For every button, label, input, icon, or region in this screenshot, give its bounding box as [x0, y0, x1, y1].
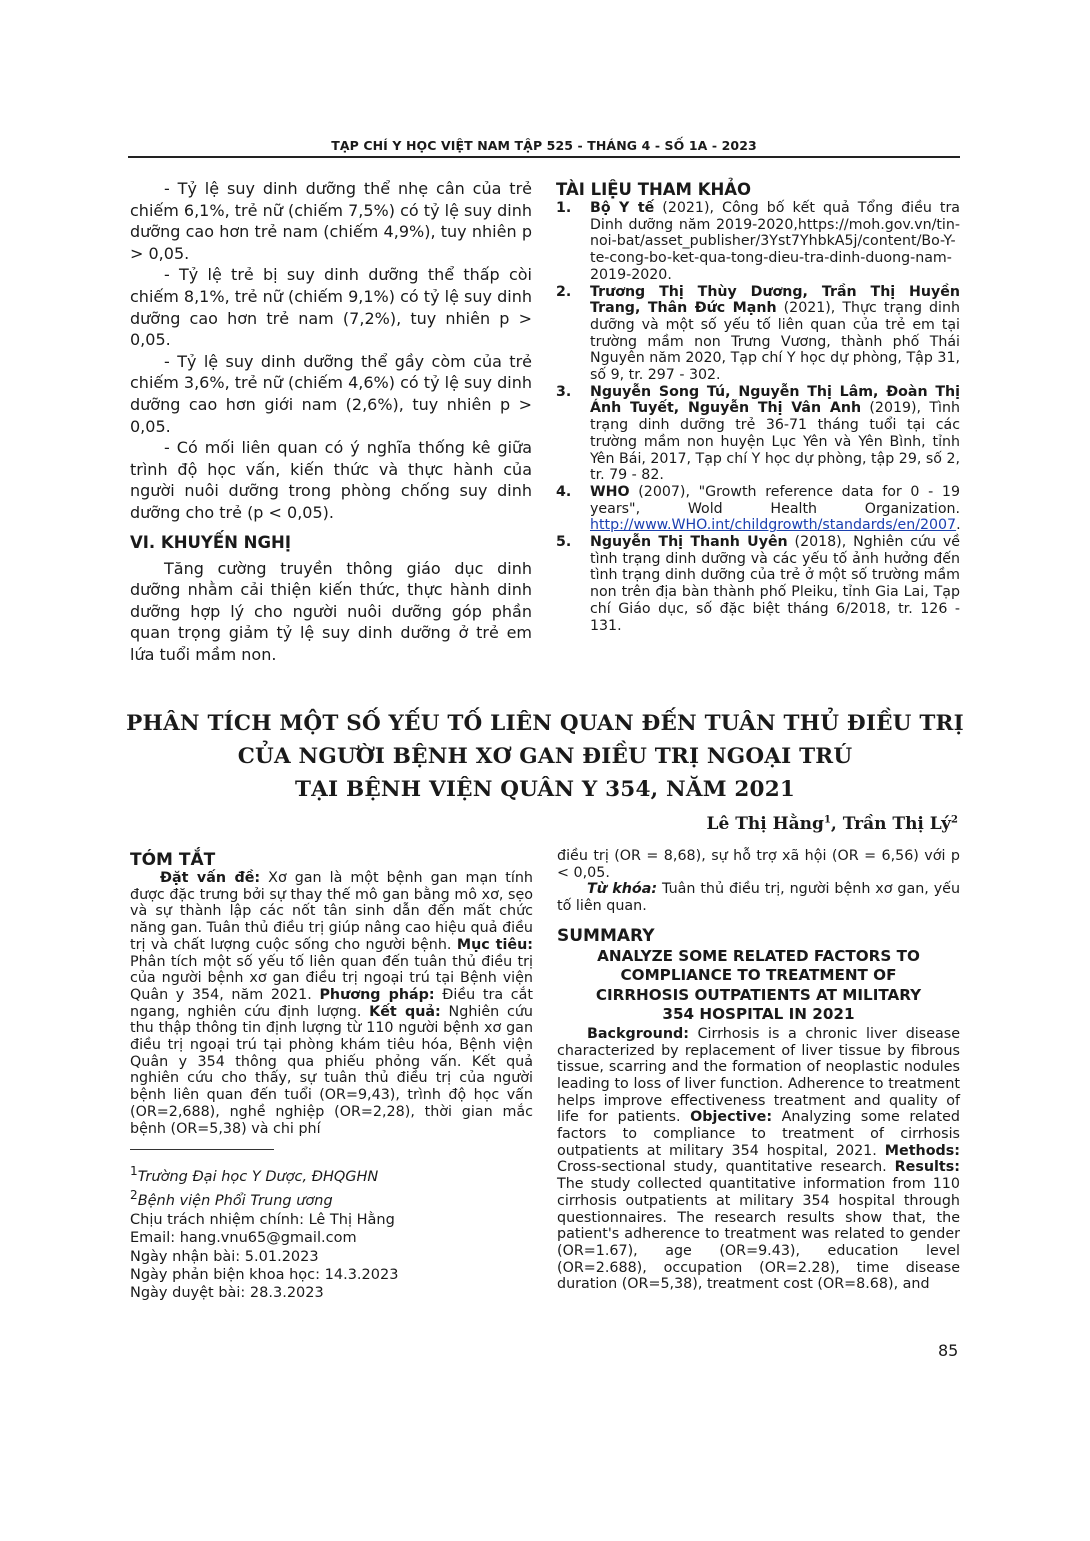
- summary-label: Background:: [587, 1025, 689, 1042]
- reference-number: 2.: [556, 283, 572, 300]
- abstract-label: Mục tiêu:: [456, 936, 533, 953]
- reference-item: [556, 284, 960, 384]
- summary-body: [557, 1026, 960, 1293]
- accepted-date: Ngày duyệt bài: 28.3.2023: [130, 1285, 324, 1302]
- reference-text: (2021), Công bố kết quả Tổng điều tra Dinh dưỡng năm 2019-2020,https://moh.gov.vn/tin-noi-bat/asset_publisher/3Yst7YhbkA5j/content/Bo-Y-te-cong-bo-ket-qua-tong-dieu-tra-dinh-duong-nam-2019-2020.: [590, 200, 960, 283]
- summary-title-line: ANALYZE SOME RELATED FACTORS TO: [597, 946, 920, 965]
- summary-text: Cross-sectional study, quantitative research.: [557, 1159, 895, 1176]
- paragraph: - Tỷ lệ trẻ bị suy dinh dưỡng thể thấp còi chiếm 8,1%, trẻ nữ (chiếm 9,1%) có tỷ lệ suy dinh dưỡng cao hơn trẻ nam (7,2%), tuy nhiên p > 0,05.: [130, 265, 532, 350]
- article-title: [90, 707, 1000, 806]
- reference-author: Bộ Y tế: [590, 200, 655, 216]
- reference-item: [556, 200, 960, 284]
- reference-number: 1.: [556, 200, 572, 216]
- author-line: [707, 814, 958, 834]
- affiliation-marker: 2: [951, 814, 958, 826]
- header-divider: [128, 156, 960, 158]
- title-line: PHÂN TÍCH MỘT SỐ YẾU TỐ LIÊN QUAN ĐẾN TUÂN THỦ ĐIỀU TRỊ: [126, 711, 964, 736]
- summary-title-line: CIRRHOSIS OUTPATIENTS AT MILITARY: [595, 985, 922, 1004]
- title-line: TẠI BỆNH VIỆN QUÂN Y 354, NĂM 2021: [294, 777, 796, 802]
- review-date: Ngày phản biện khoa học: 14.3.2023: [130, 1266, 399, 1283]
- reference-item: [556, 384, 960, 484]
- author-separator: ,: [830, 814, 843, 834]
- received-date: Ngày nhận bài: 5.01.2023: [130, 1248, 319, 1265]
- abstract-text: Nghiên cứu thu thập thông tin định lượng từ 110 người bệnh xơ gan điều trị ngoại trú tại phòng khám tiêu hóa, Bệnh viện Quân y 354 thông qua phiếu phỏng vấn. Kết quả nghiên cứu cho thấy, sự tuân thủ điều trị của người bệnh liên quan đến tuổi (OR=9,43), trình độ học vấn (OR=2,688), nghề nghiệp (OR=2,28), thời gian mắc bệnh (OR=5,38) và chi phí: [130, 1003, 533, 1137]
- reference-author: Nguyễn Song Tú, Nguyễn Thị Lâm, Đoàn Thị Ánh Tuyết, Nguyễn Thị Vân Anh: [590, 383, 960, 417]
- affiliation-marker: 1: [823, 814, 831, 826]
- author-name: Trần Thị Lý: [842, 814, 952, 834]
- abstract-continued-and-summary: [557, 848, 960, 1293]
- footnote-marker: 2: [130, 1188, 138, 1203]
- footnote-divider: [130, 1149, 274, 1150]
- paragraph: - Tỷ lệ suy dinh dưỡng thể nhẹ cân của trẻ chiếm 6,1%, trẻ nữ (chiếm 7,5%) có tỷ lệ suy dinh dưỡng cao hơn trẻ nam (chiếm 4,9%), tuy nhiên p > 0,05.: [130, 179, 532, 263]
- references-heading: TÀI LIỆU THAM KHẢO: [556, 180, 752, 199]
- title-line: CỦA NGƯỜI BỆNH XƠ GAN ĐIỀU TRỊ NGOẠI TRÚ: [237, 744, 853, 769]
- keywords-text: Tuân thủ điều trị, người bệnh xơ gan, yếu tố liên quan.: [557, 881, 961, 915]
- reference-author: Trương Thị Thùy Dương, Trần Thị Huyền Trang, Thân Đức Mạnh: [590, 283, 960, 317]
- affiliation: Trường Đại học Y Dược, ĐHQGHN: [137, 1169, 379, 1186]
- summary-text: The study collected quantitative information from 110 cirrhosis outpatients at military 354 hospital through questionnaires. The research results show that, the patient's adherence to treatment was related to gender (OR=1.67), age (OR=9.43), education level (OR=2.688), occupation (OR=2.28), time disease duration (OR=5,38), treatment cost (OR=8.68), and: [557, 1176, 960, 1293]
- abstract-heading: TÓM TẮT: [130, 850, 216, 870]
- reference-text: (2019), Tình trạng dinh dưỡng trẻ 36-71 tháng tuổi tại các trường mầm non huyện Lục Yên và Yên Bình, tỉnh Yên Bái, 2017, Tạp chí Y học dự phòng, tập 29, số 2, tr. 79 - 82.: [590, 400, 960, 484]
- summary-text: Analyzing some related factors to compliance to treatment of cirrhosis outpatients at military 354 hospital, 2021.: [557, 1109, 960, 1159]
- reference-number: 3.: [556, 383, 572, 400]
- abstract-label: Phương pháp:: [319, 986, 435, 1003]
- footnote: [130, 1186, 533, 1210]
- summary-heading: SUMMARY: [557, 925, 655, 946]
- summary-text: Cirrhosis is a chronic liver disease characterized by replacement of liver tissue by fibrous tissue, scarring and the formation of neoplastic nodules leading to loss of liver function. Adherence to treatment helps improve effectiveness treatment and quality of life for patients.: [557, 1025, 960, 1126]
- reference-text: (2018), Nghiên cứu về tình trạng dinh dưỡng và các yếu tố ảnh hưởng đến tình trạng dinh dưỡng của trẻ ở một số trường mầm non trên địa bàn thành phố Pleiku, tỉnh Gia Lai, Tạp chí Giáo dục, số đặc biệt tháng 6/2018, tr. 126 - 131.: [590, 534, 960, 634]
- abstract-continuation: điều trị (OR = 8,68), sự hỗ trợ xã hội (OR = 6,56) với p < 0,05.: [557, 848, 960, 881]
- left-column-top: [130, 178, 532, 665]
- corresponding-author: Chịu trách nhiệm chính: Lê Thị Hằng: [130, 1211, 395, 1228]
- author-name: Lê Thị Hằng: [706, 814, 824, 834]
- page-number: 85: [938, 1341, 959, 1360]
- reference-item: [556, 484, 960, 534]
- footnote: [130, 1162, 533, 1186]
- keywords: [557, 881, 960, 914]
- reference-author: WHO: [590, 483, 630, 500]
- abstract-body: [130, 870, 533, 1137]
- reference-number: 4.: [556, 483, 572, 500]
- reference-item: [556, 534, 960, 634]
- reference-text: (2007), "Growth reference data for 0 - 19 years", Wold Health Organization.: [590, 483, 960, 517]
- paragraph: Tăng cường truyền thông giáo dục dinh dưỡng nhằm cải thiện kiến thức, thực hành dinh dưỡng hợp lý cho người nuôi dưỡng góp phần quan trọng giảm tỷ lệ suy dinh dưỡng ở trẻ em lứa tuổi mầm non.: [130, 558, 532, 664]
- abstract-vietnamese: [130, 848, 533, 1303]
- section-heading: VI. KHUYẾN NGHỊ: [130, 532, 291, 552]
- abstract-label: Kết quả:: [369, 1003, 441, 1020]
- footnote-marker: 1: [130, 1164, 138, 1179]
- abstract-text: Điều tra cắt ngang, nghiên cứu định lượng.: [130, 986, 533, 1020]
- journal-header: TẠP CHÍ Y HỌC VIỆT NAM TẬP 525 - THÁNG 4 - SỐ 1A - 2023: [331, 138, 757, 153]
- reference-author: Nguyễn Thị Thanh Uyên: [590, 534, 788, 551]
- summary-label: Objective:: [690, 1109, 773, 1126]
- paragraph: - Có mối liên quan có ý nghĩa thống kê giữa trình độ học vấn, kiến thức và thực hành của người nuôi dưỡng trong phòng chống suy dinh dưỡng cho trẻ (p < 0,05).: [130, 438, 532, 522]
- reference-link[interactable]: http://www.WHO.int/childgrowth/standards/en/2007: [590, 517, 957, 534]
- abstract-text: Phân tích một số yếu tố liên quan đến tuân thủ điều trị của người bệnh xơ gan điều trị ngoại trú tại Bệnh viện Quân y 354, năm 2021.: [130, 953, 533, 1003]
- abstract-text: Xơ gan là một bệnh gan mạn tính được đặc trưng bởi sự thay thế mô gan bằng mô xơ, sẹo và sự thành lập các nốt tân sinh dẫn đến mất chức năng gan. Tuân thủ điều trị giúp nâng cao hiệu quả điều trị và chất lượng cuộc sống cho người bệnh.: [130, 870, 533, 953]
- abstract-label: Đặt vấn đề:: [160, 870, 261, 886]
- affiliation: Bệnh viện Phổi Trung ương: [137, 1193, 333, 1210]
- reference-text: .: [956, 517, 961, 534]
- summary-label: Methods:: [884, 1142, 960, 1159]
- email: Email: hang.vnu65@gmail.com: [130, 1230, 357, 1247]
- paragraph: - Tỷ lệ suy dinh dưỡng thể gầy còm của trẻ chiếm 3,6%, trẻ nữ (chiếm 4,6%) có tỷ lệ suy dinh dưỡng cao hơn giới nam (2,6%), tuy nhiên p > 0,05.: [130, 351, 532, 436]
- summary-label: Results:: [894, 1159, 960, 1176]
- keywords-label: Từ khóa:: [587, 881, 658, 898]
- summary-title-line: 354 HOSPITAL IN 2021: [662, 1005, 855, 1024]
- reference-number: 5.: [556, 534, 572, 551]
- summary-title-line: COMPLIANCE TO TREATMENT OF: [620, 966, 897, 985]
- reference-text: (2021), Thực trạng dinh dưỡng và một số yếu tố liên quan của trẻ em tại trường mầm non Trưng Vương, thành phố Thái Nguyên năm 2020, Tạp chí Y học dự phòng, Tập 31, số 9, tr. 297 - 302.: [590, 300, 960, 384]
- references-section: [556, 178, 960, 634]
- summary-title: [557, 947, 960, 1025]
